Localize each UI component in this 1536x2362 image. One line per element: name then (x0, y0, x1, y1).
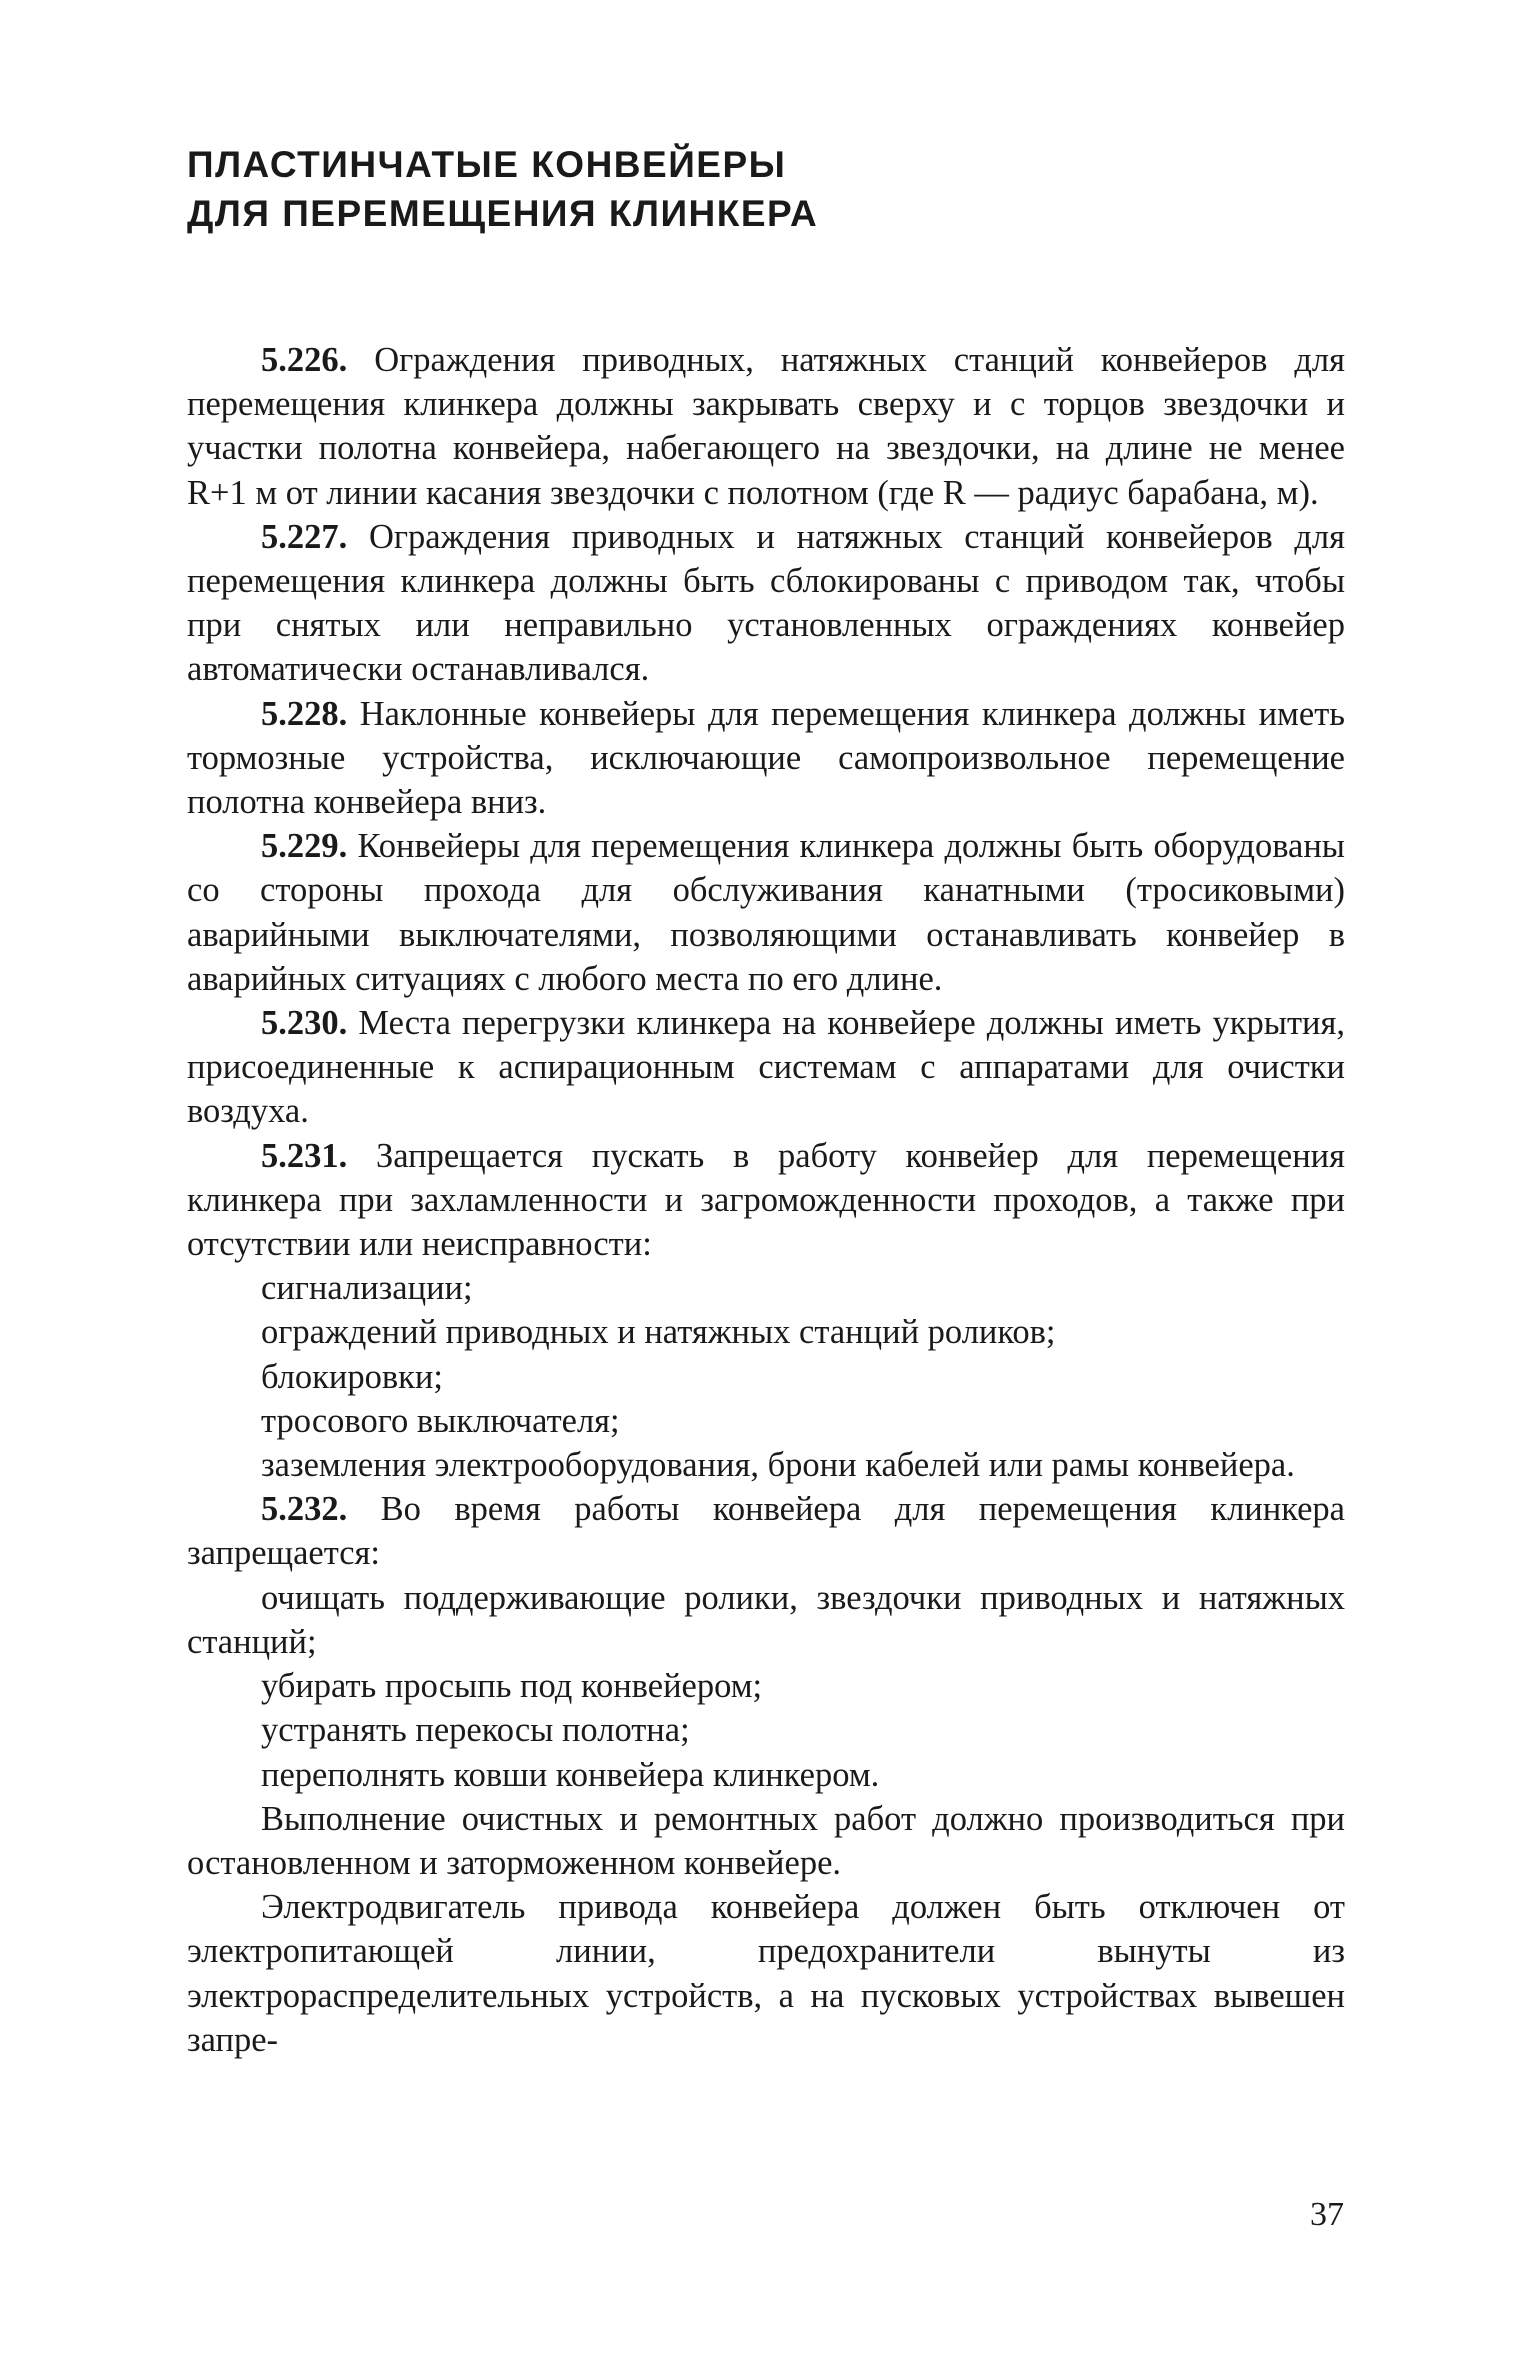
clause-number: 5.230. (261, 1004, 348, 1043)
paragraph-5-226 (187, 338, 1345, 515)
clause-number: 5.226. (261, 341, 348, 379)
list-item: сигнализации; (261, 1269, 473, 1308)
list-item: ограждений приводных и натяжных станций роликов; (261, 1313, 1056, 1352)
clause-number: 5.227. (261, 517, 348, 556)
section-title (187, 140, 1345, 238)
clause-text: Ограждения приводных и натяжных станций конвейеров для перемещения клинкера должны быть сблокированы с приводом так, чтобы при снятых или неправильно установленных ограждениях конвейер автоматически останавливался. (187, 517, 1345, 689)
closing-paragraph: Электродвигатель привода конвейера должен быть отключен от электропитающей линии, предохранители вынуты из электрораспределительных устройств, а на пусковых устройствах вывешен запре- (187, 1888, 1345, 2059)
list-item: очищать поддерживающие ролики, звездочки приводных и натяжных станций; (187, 1578, 1345, 1661)
clause-number: 5.231. (261, 1136, 348, 1175)
clause-text: Конвейеры для перемещения клинкера должны быть оборудованы со стороны прохода для обслуживания канатными (тросиковыми) аварийными выключателями, позволяющими останавливать конвейер в аварийных ситуациях с любого места по его длине. (187, 827, 1345, 998)
paragraph-5-230 (187, 1001, 1345, 1134)
page-number: 37 (1310, 2196, 1344, 2233)
paragraph-5-232 (187, 1487, 1345, 1575)
paragraph-5-229 (187, 824, 1345, 1001)
paragraph-5-231 (187, 1134, 1345, 1267)
list-item: устранять перекосы полотна; (261, 1711, 690, 1750)
clause-text: Места перегрузки клинкера на конвейере должны иметь укрытия, присоединенные к аспирационным системам с аппаратами для очистки воздуха. (187, 1004, 1345, 1131)
clause-text: Во время работы конвейера для перемещения клинкера запрещается: (187, 1490, 1345, 1573)
clause-text: Наклонные конвейеры для перемещения клинкера должны иметь тормозные устройства, исключающие самопроизвольное перемещение полотна конвейера вниз. (187, 694, 1345, 822)
section-title-line-1: ПЛАСТИНЧАТЫЕ КОНВЕЙЕРЫ (187, 144, 787, 185)
list-item: блокировки; (261, 1357, 443, 1396)
clause-text: Ограждения приводных, натяжных станций конвейеров для перемещения клинкера должны закрывать сверху и с торцов звездочки и участки полотна конвейера, набегающего на звездочки, на длине не менее R+1 м от линии касания звездочки с полотном (где R — радиус барабана, м). (187, 341, 1345, 512)
list-item: убирать просыпь под конвейером; (261, 1667, 763, 1706)
list-item: тросового выключателя; (261, 1401, 620, 1440)
closing-paragraph: Выполнение очистных и ремонтных работ должно производиться при остановленном и заторможенном конвейере. (187, 1799, 1345, 1882)
list-item: переполнять ковши конвейера клинкером. (261, 1755, 880, 1794)
list-item: заземления электрооборудования, брони кабелей или рамы конвейера. (261, 1446, 1295, 1485)
document-body (187, 338, 1345, 2062)
clause-number: 5.232. (261, 1490, 348, 1529)
clause-number: 5.228. (261, 694, 348, 733)
paragraph-5-228 (187, 692, 1345, 825)
page-content (187, 140, 1345, 2062)
clause-number: 5.229. (261, 827, 348, 866)
clause-text: Запрещается пускать в работу конвейер для перемещения клинкера при захламленности и загроможденности проходов, а также при отсутствии или неисправности: (187, 1136, 1345, 1264)
paragraph-5-227 (187, 515, 1345, 692)
section-title-line-2: ДЛЯ ПЕРЕМЕЩЕНИЯ КЛИНКЕРА (187, 193, 819, 234)
